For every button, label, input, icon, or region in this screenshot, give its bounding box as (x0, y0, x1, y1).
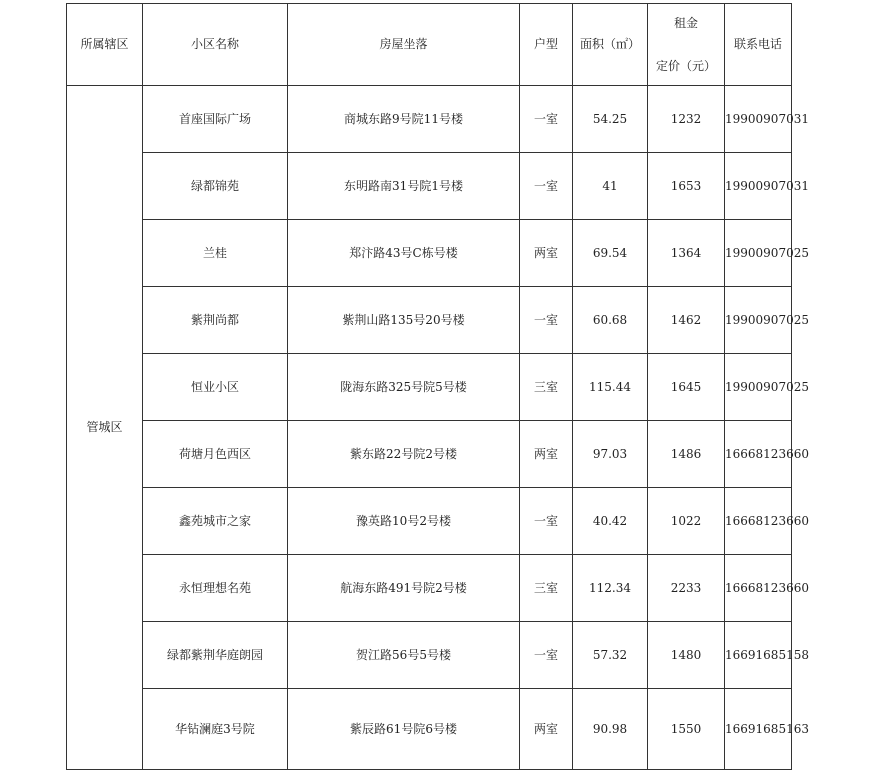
phone-cell: 16668123660 (725, 555, 792, 622)
phone-cell: 19900907025 (725, 354, 792, 421)
phone-cell: 16668123660 (725, 421, 792, 488)
layout-cell: 一室 (520, 287, 573, 354)
layout-cell: 一室 (520, 622, 573, 689)
header-phone: 联系电话 (725, 4, 792, 86)
address-cell: 贺江路56号5号楼 (288, 622, 520, 689)
community-cell: 鑫苑城市之家 (143, 488, 288, 555)
table-row (67, 689, 792, 770)
layout-cell: 两室 (520, 421, 573, 488)
address-cell: 紫东路22号院2号楼 (288, 421, 520, 488)
area-cell: 40.42 (573, 488, 648, 555)
area-cell: 41 (573, 153, 648, 220)
layout-cell: 两室 (520, 220, 573, 287)
header-district: 所属辖区 (67, 4, 143, 86)
community-cell: 永恒理想名苑 (143, 555, 288, 622)
phone-cell: 16691685163 (725, 689, 792, 770)
address-cell: 豫英路10号2号楼 (288, 488, 520, 555)
area-cell: 90.98 (573, 689, 648, 770)
header-layout: 户型 (520, 4, 573, 86)
layout-cell: 三室 (520, 555, 573, 622)
header-area: 面积（㎡） (573, 4, 648, 86)
address-cell: 紫荆山路135号20号楼 (288, 287, 520, 354)
header-row (67, 4, 792, 86)
community-cell: 绿都锦苑 (143, 153, 288, 220)
table-row (67, 555, 792, 622)
table-row (67, 622, 792, 689)
layout-cell: 一室 (520, 153, 573, 220)
rental-table (66, 3, 809, 770)
header-community: 小区名称 (143, 4, 288, 86)
rent-cell: 1480 (648, 622, 725, 689)
table-row (67, 86, 792, 153)
phone-cell: 19900907031 (725, 153, 792, 220)
phone-cell: 19900907031 (725, 86, 792, 153)
community-cell: 华钻澜庭3号院 (143, 689, 288, 770)
area-cell: 97.03 (573, 421, 648, 488)
address-cell: 陇海东路325号院5号楼 (288, 354, 520, 421)
rent-cell: 1653 (648, 153, 725, 220)
layout-cell: 两室 (520, 689, 573, 770)
rent-cell: 1550 (648, 689, 725, 770)
phone-cell: 16668123660 (725, 488, 792, 555)
rent-cell: 1645 (648, 354, 725, 421)
table-row (67, 153, 792, 220)
rent-cell: 1364 (648, 220, 725, 287)
table-row (67, 220, 792, 287)
rent-cell: 2233 (648, 555, 725, 622)
header-rent (648, 4, 725, 86)
layout-cell: 一室 (520, 488, 573, 555)
rent-cell: 1486 (648, 421, 725, 488)
table-row (67, 421, 792, 488)
header-rent-line2: 定价（元） (655, 59, 716, 74)
header-rent-line1: 租金 (673, 15, 698, 30)
layout-cell: 三室 (520, 354, 573, 421)
area-cell: 54.25 (573, 86, 648, 153)
table-row (67, 287, 792, 354)
area-cell: 60.68 (573, 287, 648, 354)
address-cell: 航海东路491号院2号楼 (288, 555, 520, 622)
community-cell: 兰桂 (143, 220, 288, 287)
header-address: 房屋坐落 (288, 4, 520, 86)
community-cell: 首座国际广场 (143, 86, 288, 153)
rent-cell: 1232 (648, 86, 725, 153)
layout-cell: 一室 (520, 86, 573, 153)
phone-cell: 16691685158 (725, 622, 792, 689)
table-row (67, 354, 792, 421)
address-cell: 紫辰路61号院6号楼 (288, 689, 520, 770)
community-cell: 荷塘月色西区 (143, 421, 288, 488)
district-cell: 管城区 (67, 86, 143, 770)
area-cell: 112.34 (573, 555, 648, 622)
phone-cell: 19900907025 (725, 220, 792, 287)
rent-cell: 1022 (648, 488, 725, 555)
address-cell: 郑汴路43号C栋号楼 (288, 220, 520, 287)
address-cell: 东明路南31号院1号楼 (288, 153, 520, 220)
community-cell: 紫荆尚都 (143, 287, 288, 354)
table-row (67, 488, 792, 555)
community-cell: 恒业小区 (143, 354, 288, 421)
area-cell: 115.44 (573, 354, 648, 421)
community-cell: 绿都紫荆华庭朗园 (143, 622, 288, 689)
area-cell: 69.54 (573, 220, 648, 287)
rent-cell: 1462 (648, 287, 725, 354)
address-cell: 商城东路9号院11号楼 (288, 86, 520, 153)
area-cell: 57.32 (573, 622, 648, 689)
phone-cell: 19900907025 (725, 287, 792, 354)
